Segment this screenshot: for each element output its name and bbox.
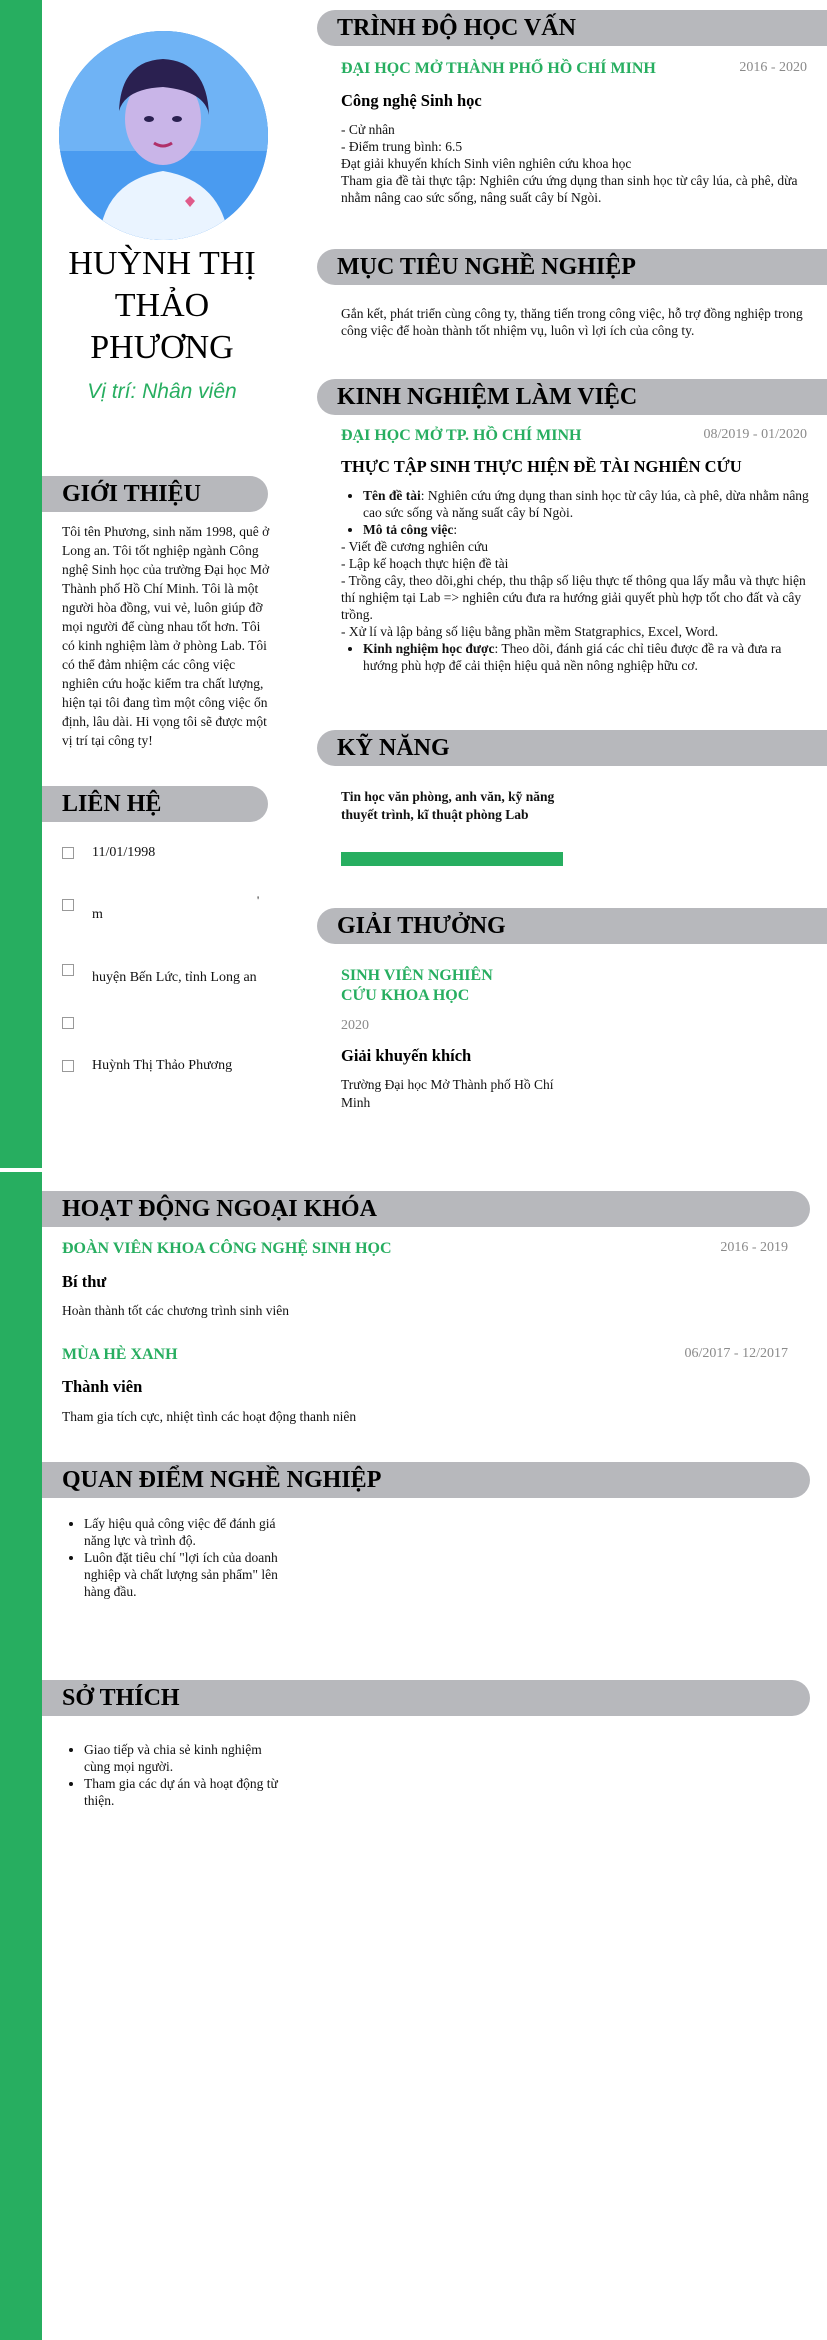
activities-heading: HOẠT ĐỘNG NGOẠI KHÓA: [42, 1191, 810, 1227]
skills-text: Tin học văn phòng, anh văn, kỹ năng thuyết trình, kĩ thuật phòng Lab: [341, 789, 555, 822]
experience-gain-text: : Theo dõi, đánh giá các chỉ tiêu được đề ra và đưa ra hướng phù hợp để cải thiện hiệu quả nền nông nghiệp hữu cơ.: [363, 641, 782, 673]
objective-text: Gắn kết, phát triển cùng công ty, thăng tiến trong công việc, hỗ trợ đồng nghiệp trong công việc để hoàn thành tốt nhiệm vụ, luôn vì lợi ích của công ty.: [341, 306, 803, 338]
experience-heading: KINH NGHIỆM LÀM VIỆC: [317, 379, 827, 415]
activity-title: Bí thư: [62, 1272, 107, 1291]
experience-date: 08/2019 - 01/2020: [703, 427, 807, 442]
activity-title: Thành viên: [62, 1377, 143, 1396]
phone-icon: [62, 899, 74, 911]
contact-address-value: huyện Bến Lức, tỉnh Long an: [92, 970, 257, 985]
experience-task: - Trồng cây, theo dõi,ghi chép, thu thập số liệu thực tế thông qua lấy mẫu và thực hiện thí nghiệm tại Lab => nghiên cứu đưa ra hướng giải quyết phù hợp tốt cho đất và cây trồng.: [341, 573, 806, 622]
activity-date: 06/2017 - 12/2017: [684, 1346, 788, 1361]
experience-gain: [363, 640, 811, 674]
education-line: - Điểm trung bình: 6.5: [341, 139, 463, 154]
experience-desc-colon: :: [453, 522, 458, 537]
about-text: Tôi tên Phương, sinh năm 1998, quê ở Long an. Tôi tốt nghiệp ngành Công nghệ Sinh học của trường Đại học Mở Thành phố Hồ Chí Minh. Tôi là một người hòa đồng, vui vẻ, luôn giúp đỡ mọi người để cùng nhau tốt hơn. Tôi có kinh nghiệm làm ở phòng Lab. Tôi có thể đảm nhiệm các công việc nghiên cứu hoặc kiểm tra chất lượng, hiện tại tôi đang tìm một công việc ổn định, lâu dài. Hi vọng tôi sẽ được một vị trí tại công ty!: [62, 524, 270, 748]
activity-date: 2016 - 2019: [720, 1240, 788, 1255]
contact-birthday-value: 11/01/1998: [92, 845, 156, 860]
experience-topic: [363, 487, 811, 521]
activity-text: Hoàn thành tốt các chương trình sinh viên: [62, 1303, 290, 1318]
experience-org: ĐẠI HỌC MỞ TP. HỒ CHÍ MINH: [341, 427, 582, 444]
hobbies-heading: SỞ THÍCH: [42, 1680, 810, 1716]
experience-topic-text: : Nghiên cứu ứng dụng than sinh học từ cây lúa, cà phê, dừa nhằm nâng cao sức sống và năng suất cây bí Ngòi.: [363, 488, 809, 520]
viewpoint-heading: QUAN ĐIỂM NGHỀ NGHIỆP: [42, 1462, 810, 1498]
calendar-icon: [62, 847, 74, 859]
profile-name: HUỲNH THỊ THẢO PHƯƠNG: [68, 245, 256, 366]
activity-text: Tham gia tích cực, nhiệt tình các hoạt động thanh niên: [62, 1409, 357, 1424]
profile-position: Vị trí: Nhân viên: [87, 380, 237, 403]
awards-org: SINH VIÊN NGHIÊN CỨU KHOA HỌC: [341, 967, 493, 1004]
awards-text: Trường Đại học Mở Thành phố Hồ Chí Minh: [341, 1077, 554, 1110]
experience-task: - Viết đề cương nghiên cứu: [341, 539, 489, 554]
contact-email: [62, 1015, 92, 1031]
page-break: [0, 1168, 827, 1172]
skills-progress-bar: [341, 852, 563, 866]
avatar-photo-icon: [59, 31, 268, 240]
avatar: [59, 31, 268, 240]
activity-org: MÙA HÈ XANH: [62, 1346, 178, 1363]
experience-task: - Xử lí và lập bảng số liệu bằng phần mềm Statgraphics, Excel, Word.: [341, 624, 719, 639]
education-line: Đạt giải khuyến khích Sinh viên nghiên cứu khoa học: [341, 156, 632, 171]
left-accent-strip: [0, 0, 42, 1168]
location-icon: [62, 964, 74, 976]
about-heading: GIỚI THIỆU: [42, 476, 268, 512]
contact-birthday: [62, 845, 155, 861]
facebook-icon: [62, 1060, 74, 1072]
education-title: Công nghệ Sinh học: [341, 91, 482, 110]
education-date: 2016 - 2020: [739, 60, 807, 75]
experience-details: [341, 487, 811, 674]
viewpoint-item: • Luôn đặt tiêu chí "lợi ích của doanh nghiệp và chất lượng sản phẩm" lên hàng đầu.: [84, 1549, 282, 1600]
email-icon: [62, 1017, 74, 1029]
hobby-item: • Tham gia các dự án và hoạt động từ thiện.: [84, 1775, 282, 1809]
left-accent-strip-page2: [0, 1172, 42, 2340]
experience-desc-label: Mô tả công việc: [363, 522, 454, 537]
activity-org: ĐOÀN VIÊN KHOA CÔNG NGHỆ SINH HỌC: [62, 1240, 392, 1257]
contact-address: [62, 962, 257, 986]
education-heading: TRÌNH ĐỘ HỌC VẤN: [317, 10, 827, 46]
education-line: - Cử nhân: [341, 122, 395, 137]
contact-phone-value: m: [92, 907, 103, 922]
education-details: [341, 121, 811, 206]
hobby-item: • Giao tiếp và chia sẻ kinh nghiệm cùng mọi người.: [84, 1741, 282, 1775]
experience-title: THỰC TẬP SINH THỰC HIỆN ĐỀ TÀI NGHIÊN CỨU: [341, 457, 742, 476]
experience-task: - Lập kế hoạch thực hiện đề tài: [341, 556, 509, 571]
contact-facebook-value: Huỳnh Thị Thảo Phương: [92, 1058, 233, 1073]
skills-heading: KỸ NĂNG: [317, 730, 827, 766]
contact-facebook: [62, 1058, 232, 1074]
awards-title: Giải khuyến khích: [341, 1046, 472, 1065]
hobbies-list: [62, 1741, 282, 1809]
viewpoint-list: [62, 1515, 282, 1600]
awards-heading: GIẢI THƯỞNG: [317, 908, 827, 944]
contact-heading: LIÊN HỆ: [42, 786, 268, 822]
experience-desc: [363, 521, 811, 538]
contact-phone: [62, 893, 260, 923]
contact-phone-tick: ': [257, 893, 260, 907]
objective-heading: MỤC TIÊU NGHỀ NGHIỆP: [317, 249, 827, 285]
experience-topic-label: Tên đề tài: [363, 488, 421, 503]
awards-date: 2020: [341, 1018, 369, 1033]
viewpoint-item: • Lấy hiệu quả công việc để đánh giá năng lực và trình độ.: [84, 1515, 282, 1549]
education-org: ĐẠI HỌC MỞ THÀNH PHỐ HỒ CHÍ MINH: [341, 60, 656, 77]
education-line: Tham gia đề tài thực tập: Nghiên cứu ứng dụng than sinh học từ cây lúa, cà phê, dừa nhằm nâng cao sức sống, nâng suất cây bí Ngòi.: [341, 173, 798, 205]
experience-gain-label: Kinh nghiệm học được: [363, 641, 495, 656]
